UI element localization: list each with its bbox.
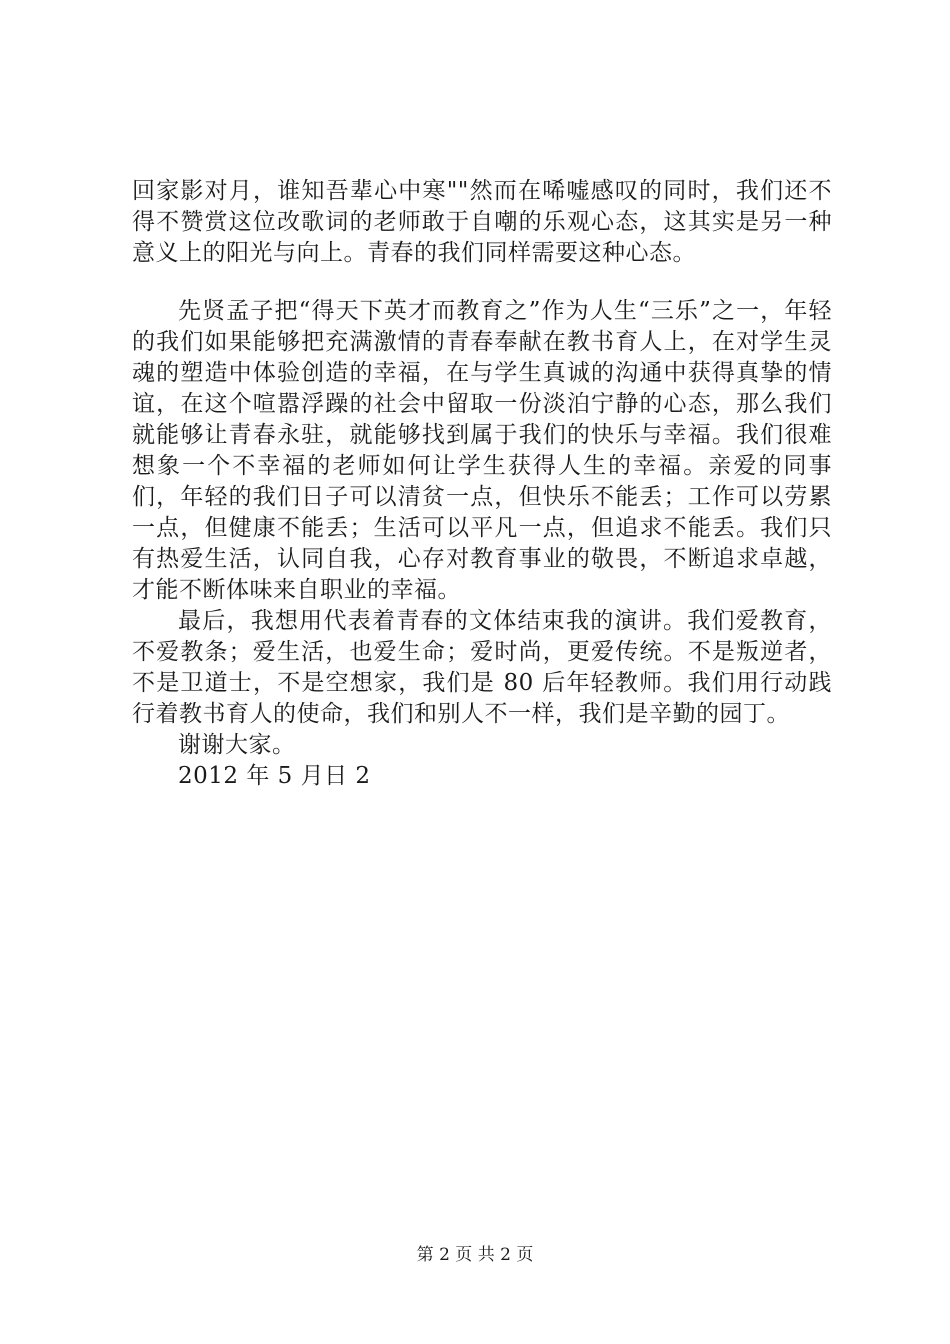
paragraph-continuation: 回家影对月，谁知吾辈心中寒""然而在唏嘘感叹的同时，我们还不得不赞赏这位改歌词的老师敢于自嘲的乐观心态，这其实是另一种意义上的阳光与向上。青春的我们同样需要这种心态。: [132, 178, 832, 266]
paragraph-closing: 最后，我想用代表着青春的文体结束我的演讲。我们爱教育，不爱教条；爱生活，也爱生命；爱时尚，更爱传统。不是叛逆者，不是卫道士，不是空想家，我们是 80 后年轻教师。我们用行动践行着教书育人的使命，我们和别人不一样，我们是辛勤的园丁。: [132, 608, 832, 727]
paragraph-mencius: 先贤孟子把“得天下英才而教育之”作为人生“三乐”之一，年轻的我们如果能够把充满激情的青春奉献在教书育人上，在对学生灵魂的塑造中体验创造的幸福，在与学生真诚的沟通中获得真挚的情谊，在这个喧嚣浮躁的社会中留取一份淡泊宁静的心态，那么我们就能够让青春永驻，就能够找到属于我们的快乐与幸福。我们很难想象一个不幸福的老师如何让学生获得人生的幸福。亲爱的同事们，年轻的我们日子可以清贫一点，但快乐不能丢；工作可以劳累一点，但健康不能丢；生活可以平凡一点，但追求不能丢。我们只有热爱生活，认同自我，心存对教育事业的敬畏，不断追求卓越，才能不断体味来自职业的幸福。: [132, 298, 832, 603]
paragraph-gap: [132, 269, 832, 296]
page-footer: 第 2 页 共 2 页: [416, 1245, 534, 1265]
paragraph-date: 2012 年 5 月日 2: [178, 763, 371, 789]
document-body: [132, 176, 832, 792]
paragraph-thanks: 谢谢大家。: [178, 732, 296, 758]
